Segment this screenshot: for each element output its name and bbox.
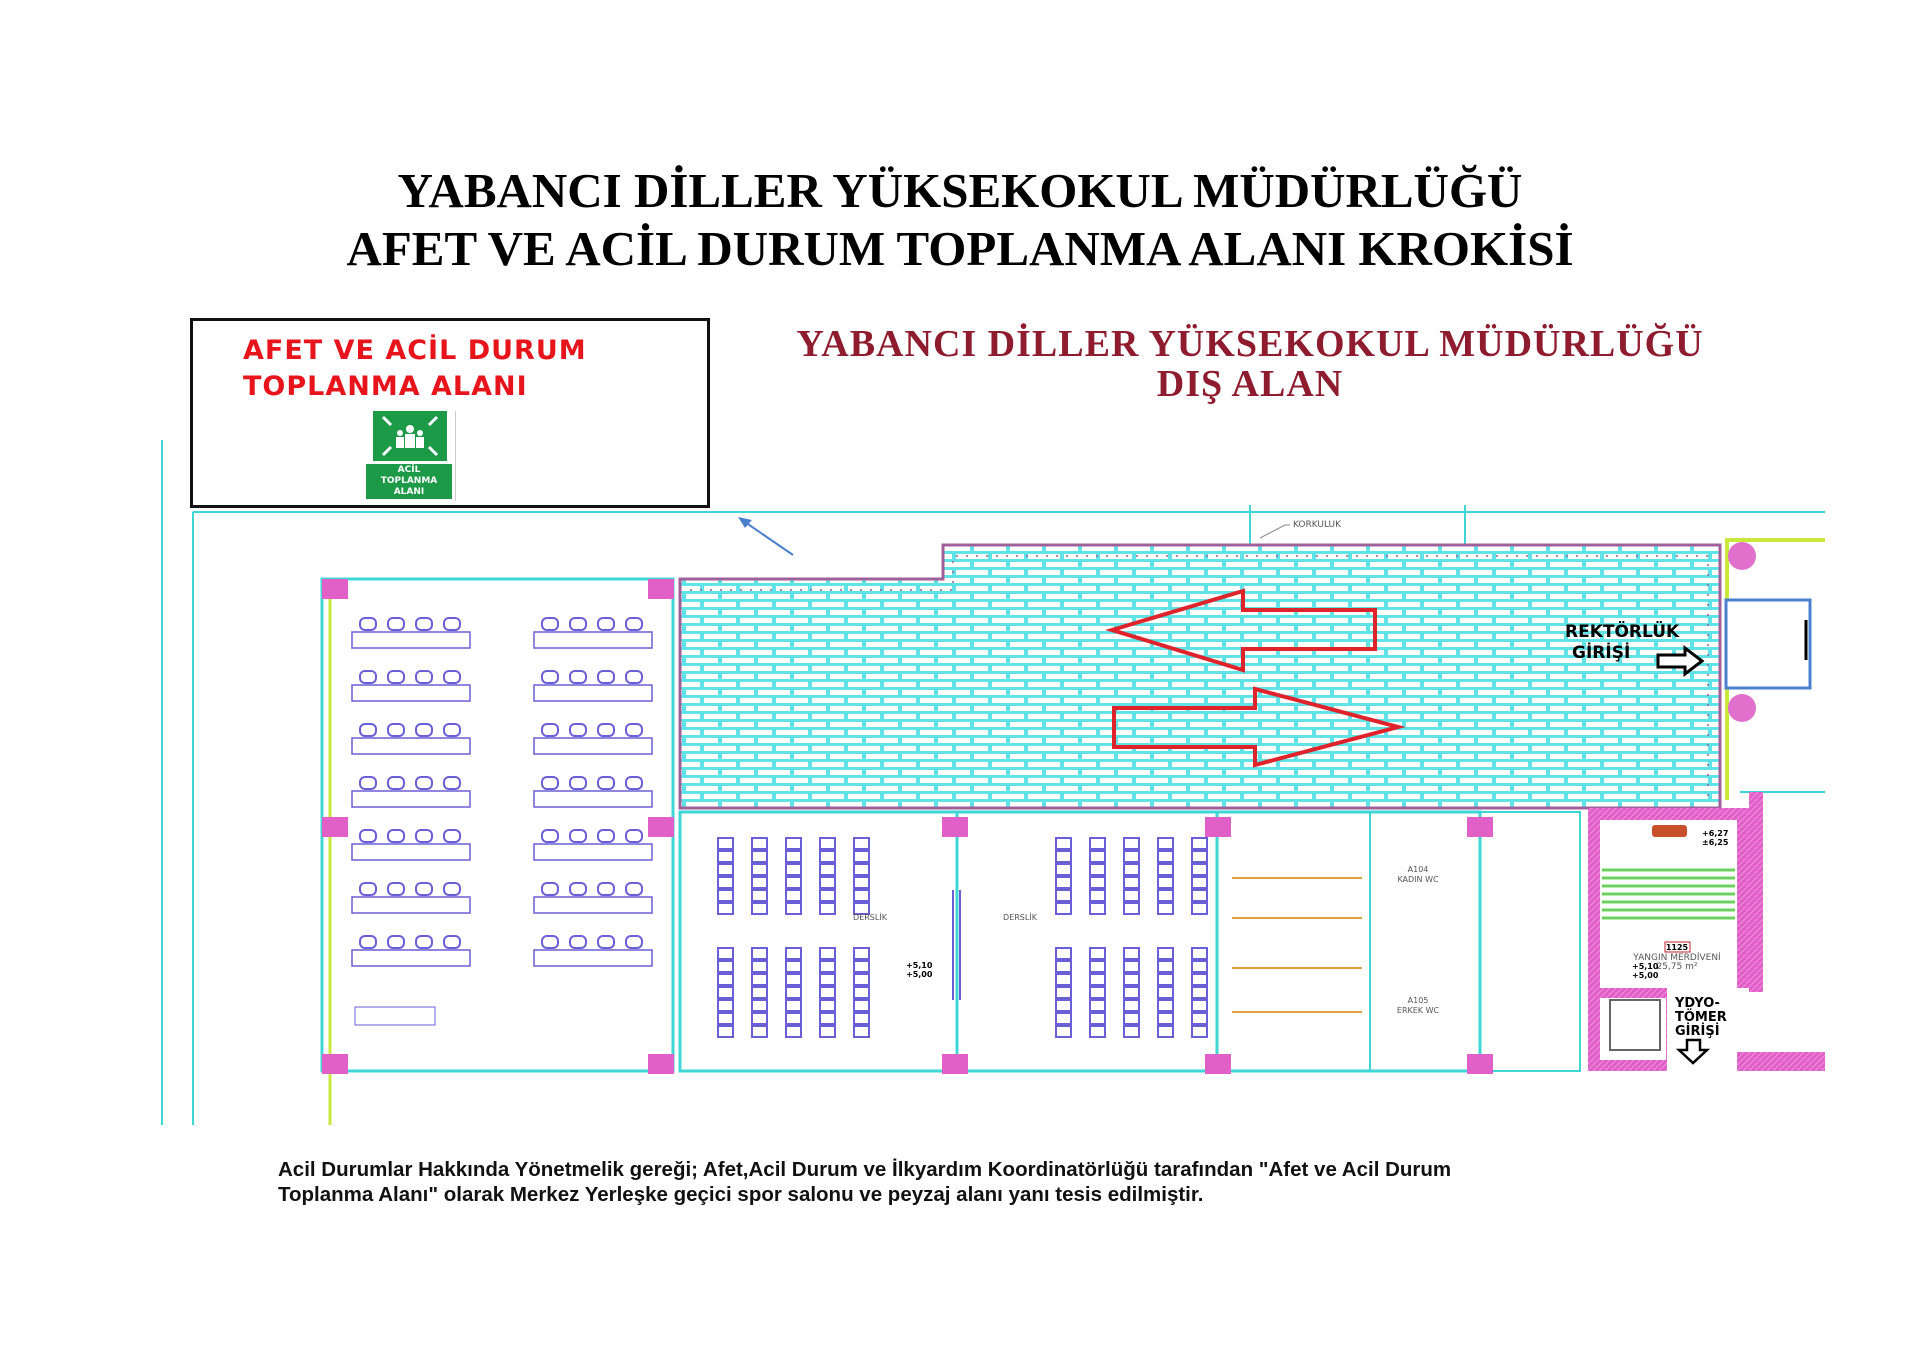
seat: [1158, 987, 1173, 998]
seat: [1056, 903, 1071, 914]
chair: [444, 724, 460, 736]
seat: [786, 851, 801, 862]
seat: [1124, 890, 1139, 901]
chair: [598, 671, 614, 683]
desk: [352, 738, 470, 754]
classroom-label-2: DERSLİK: [1003, 913, 1037, 922]
seat: [1192, 851, 1207, 862]
chair: [570, 777, 586, 789]
seat: [1090, 948, 1105, 959]
chair: [570, 618, 586, 630]
desk: [352, 950, 470, 966]
chair: [570, 671, 586, 683]
seat: [786, 903, 801, 914]
seat: [1124, 1000, 1139, 1011]
seat: [718, 877, 733, 888]
seat: [1192, 987, 1207, 998]
seat: [1124, 903, 1139, 914]
chair: [598, 724, 614, 736]
pointer-arrow: [738, 517, 793, 555]
sign-line2: TOPLANMA ALANI: [243, 371, 528, 402]
seat: [1158, 1013, 1173, 1024]
seat: [820, 890, 835, 901]
classroom-left: [322, 579, 673, 1125]
seat: [718, 864, 733, 875]
seat: [752, 851, 767, 862]
desk: [352, 685, 470, 701]
seat: [820, 877, 835, 888]
seat: [854, 851, 869, 862]
chair: [416, 936, 432, 948]
chair: [388, 936, 404, 948]
desk: [534, 738, 652, 754]
seat: [1056, 838, 1071, 849]
seat: [752, 974, 767, 985]
chair: [388, 671, 404, 683]
seat: [1056, 961, 1071, 972]
chair: [444, 830, 460, 842]
badge-line3: ALANI: [393, 487, 425, 497]
seat: [1192, 838, 1207, 849]
seat: [1090, 877, 1105, 888]
column: [322, 817, 348, 837]
ydyo-entrance-label-1: YDYO-: [1675, 996, 1720, 1011]
desk: [352, 791, 470, 807]
seat: [1090, 974, 1105, 985]
seat: [1158, 903, 1173, 914]
seat: [786, 1000, 801, 1011]
column: [322, 579, 348, 599]
seat: [854, 974, 869, 985]
seat: [786, 838, 801, 849]
seat: [1124, 864, 1139, 875]
assembly-badge: [366, 464, 452, 499]
railing-label: KORKULUK: [1293, 520, 1342, 530]
seat: [1056, 987, 1071, 998]
chair: [416, 724, 432, 736]
seat: [1090, 1000, 1105, 1011]
mens-wc-label: ERKEK WC: [1396, 1006, 1440, 1015]
desk: [534, 844, 652, 860]
badge-line1: ACİL: [397, 465, 421, 475]
chair: [542, 671, 558, 683]
seat: [752, 948, 767, 959]
chair: [388, 777, 404, 789]
desk: [352, 897, 470, 913]
seat: [1056, 1013, 1071, 1024]
seat: [752, 1013, 767, 1024]
seat: [1056, 864, 1071, 875]
seat: [1090, 987, 1105, 998]
seat: [1158, 948, 1173, 959]
desk: [534, 632, 652, 648]
stair-level-b: +5,00: [1632, 971, 1659, 980]
chair: [360, 936, 376, 948]
seat: [1124, 838, 1139, 849]
sign-divider: [455, 411, 456, 501]
seat: [854, 864, 869, 875]
seat: [718, 1026, 733, 1037]
seat: [1158, 961, 1173, 972]
chair: [626, 777, 642, 789]
seat: [718, 851, 733, 862]
seat: [1056, 851, 1071, 862]
seat: [752, 877, 767, 888]
seat: [1090, 838, 1105, 849]
seat: [718, 1000, 733, 1011]
stair-level-top: +6,27: [1702, 829, 1729, 838]
seat: [854, 877, 869, 888]
seat: [786, 877, 801, 888]
column: [1467, 817, 1493, 837]
seat: [752, 864, 767, 875]
seat: [1090, 961, 1105, 972]
seat: [718, 903, 733, 914]
column: [1467, 1054, 1493, 1074]
chair: [360, 777, 376, 789]
seat: [752, 1000, 767, 1011]
seat: [786, 974, 801, 985]
chair: [598, 830, 614, 842]
seat: [752, 903, 767, 914]
seat: [752, 987, 767, 998]
seat: [1158, 838, 1173, 849]
footer-note: [278, 1157, 1738, 1207]
seat: [1192, 1013, 1207, 1024]
seat: [786, 987, 801, 998]
seat: [718, 974, 733, 985]
seat: [820, 974, 835, 985]
chair: [598, 936, 614, 948]
seat: [1192, 1000, 1207, 1011]
chair: [388, 883, 404, 895]
seat: [718, 948, 733, 959]
seat: [718, 890, 733, 901]
seat: [718, 1013, 733, 1024]
chair: [416, 883, 432, 895]
assembly-area-sign: [190, 318, 710, 508]
seat: [1090, 1026, 1105, 1037]
seat: [786, 864, 801, 875]
rector-entrance-label-1: REKTÖRLÜK: [1565, 622, 1680, 642]
seat: [786, 948, 801, 959]
seat: [752, 961, 767, 972]
seat: [1090, 890, 1105, 901]
sign-line1: AFET VE ACİL DURUM: [243, 335, 587, 366]
rector-entrance-label-2: GİRİŞİ: [1572, 643, 1631, 663]
chair: [416, 777, 432, 789]
column: [1205, 817, 1231, 837]
seat: [1124, 961, 1139, 972]
chair: [542, 883, 558, 895]
seat: [1124, 1026, 1139, 1037]
stair-room-area: 25,75 m²: [1656, 962, 1698, 972]
seat: [1124, 877, 1139, 888]
chair: [598, 618, 614, 630]
seat: [1056, 948, 1071, 959]
seat: [1124, 987, 1139, 998]
level-marker-b: +5,00: [906, 970, 933, 979]
level-marker-a: +5,10: [906, 961, 933, 970]
seat: [1056, 1026, 1071, 1037]
seat: [718, 838, 733, 849]
seat: [820, 1026, 835, 1037]
seat: [854, 1000, 869, 1011]
chair: [360, 724, 376, 736]
seat: [854, 961, 869, 972]
wc-stalls: [1232, 878, 1362, 1012]
chair: [388, 830, 404, 842]
chair: [444, 936, 460, 948]
seat: [820, 864, 835, 875]
chair: [542, 936, 558, 948]
desk: [534, 685, 652, 701]
rector-building-edge: [1725, 540, 1825, 800]
seat: [854, 838, 869, 849]
chair: [360, 671, 376, 683]
page-title-line2: AFET VE ACİL DURUM TOPLANMA ALANI KROKİSİ: [346, 221, 1574, 276]
seat: [1056, 1000, 1071, 1011]
ydyo-entrance-label-3: GİRİŞİ: [1675, 1024, 1720, 1039]
desk: [534, 897, 652, 913]
seat: [1158, 1026, 1173, 1037]
chair: [570, 936, 586, 948]
seat: [1192, 961, 1207, 972]
ydyo-entrance-label-2: TÖMER: [1675, 1010, 1727, 1025]
seat: [1192, 877, 1207, 888]
seat: [1158, 1000, 1173, 1011]
seat: [752, 890, 767, 901]
seat: [718, 987, 733, 998]
seat: [1090, 851, 1105, 862]
chair: [360, 618, 376, 630]
seat: [752, 1026, 767, 1037]
stair-room-name: YANGIN MERDİVENİ: [1633, 953, 1721, 963]
chair: [570, 830, 586, 842]
column: [942, 1054, 968, 1074]
desk: [352, 632, 470, 648]
seat: [1090, 864, 1105, 875]
chair: [626, 618, 642, 630]
chair: [626, 883, 642, 895]
footer-line2: Toplanma Alanı" olarak Merkez Yerleşke geçici spor salonu ve peyzaj alanı yanı tesis edilmiştir.: [278, 1183, 1204, 1206]
seat: [820, 838, 835, 849]
seat: [854, 890, 869, 901]
seat: [1056, 877, 1071, 888]
chair: [598, 883, 614, 895]
seat: [1158, 890, 1173, 901]
seat: [1192, 864, 1207, 875]
chair: [444, 883, 460, 895]
seat: [1124, 1013, 1139, 1024]
seat: [752, 838, 767, 849]
seat: [854, 948, 869, 959]
column: [1205, 1054, 1231, 1074]
column: [648, 817, 674, 837]
badge-line2: TOPLANMA: [380, 476, 438, 486]
seat: [1192, 890, 1207, 901]
seat: [820, 987, 835, 998]
seat: [1124, 851, 1139, 862]
column: [322, 1054, 348, 1074]
seat: [1192, 974, 1207, 985]
chair: [444, 671, 460, 683]
seat: [820, 1013, 835, 1024]
chair: [444, 618, 460, 630]
classroom-label-1: DERSLİK: [853, 913, 887, 922]
seat: [820, 851, 835, 862]
seat: [854, 1013, 869, 1024]
chair: [416, 830, 432, 842]
seat: [1158, 851, 1173, 862]
seat: [820, 961, 835, 972]
page-title-line1: YABANCI DİLLER YÜKSEKOKUL MÜDÜRLÜĞÜ: [397, 163, 1523, 218]
seat: [820, 948, 835, 959]
seat: [1124, 974, 1139, 985]
plan-title-line2: DIŞ ALAN: [1156, 363, 1344, 405]
chair: [542, 830, 558, 842]
seat: [854, 987, 869, 998]
chair: [360, 830, 376, 842]
seat: [1158, 974, 1173, 985]
seat: [786, 1013, 801, 1024]
stair-room-number: 1125: [1665, 943, 1689, 952]
desk: [534, 950, 652, 966]
outdoor-assembly-area: [680, 545, 1720, 808]
seat: [1192, 903, 1207, 914]
footer-line1: Acil Durumlar Hakkında Yönetmelik gereği; Afet,Acil Durum ve İlkyardım Koordinatörlüğü tarafından "Afet ve Acil Durum: [278, 1158, 1452, 1181]
seat: [1192, 948, 1207, 959]
seat: [786, 961, 801, 972]
chair: [570, 883, 586, 895]
seat: [1158, 877, 1173, 888]
womens-wc-no: A104: [1407, 865, 1429, 874]
seat: [1090, 903, 1105, 914]
assembly-point-icon: [373, 411, 447, 461]
seat: [854, 1026, 869, 1037]
seat: [820, 903, 835, 914]
mens-wc-no: A105: [1407, 996, 1429, 1005]
seat: [1056, 890, 1071, 901]
column: [648, 579, 674, 599]
stair-level-a: +5,10: [1632, 962, 1659, 971]
seat: [1090, 1013, 1105, 1024]
stair-level-top-2: ±6,25: [1702, 838, 1729, 847]
chair: [570, 724, 586, 736]
desk: [534, 791, 652, 807]
chair: [542, 724, 558, 736]
chair: [542, 777, 558, 789]
seat: [1056, 974, 1071, 985]
seat: [1158, 864, 1173, 875]
column: [942, 817, 968, 837]
chair: [416, 671, 432, 683]
chair: [598, 777, 614, 789]
plan-title-line1: YABANCI DİLLER YÜKSEKOKUL MÜDÜRLÜĞÜ: [796, 323, 1704, 365]
chair: [416, 618, 432, 630]
chair: [360, 883, 376, 895]
chair: [626, 724, 642, 736]
chair: [388, 724, 404, 736]
seat: [786, 1026, 801, 1037]
seat: [1192, 1026, 1207, 1037]
seat: [786, 890, 801, 901]
chair: [626, 936, 642, 948]
chair: [388, 618, 404, 630]
chair: [626, 830, 642, 842]
seat: [1124, 948, 1139, 959]
seat: [718, 961, 733, 972]
womens-wc-label: KADIN WC: [1397, 875, 1439, 884]
seat: [820, 1000, 835, 1011]
chair: [626, 671, 642, 683]
column: [648, 1054, 674, 1074]
chair: [444, 777, 460, 789]
chair: [542, 618, 558, 630]
desk: [352, 844, 470, 860]
